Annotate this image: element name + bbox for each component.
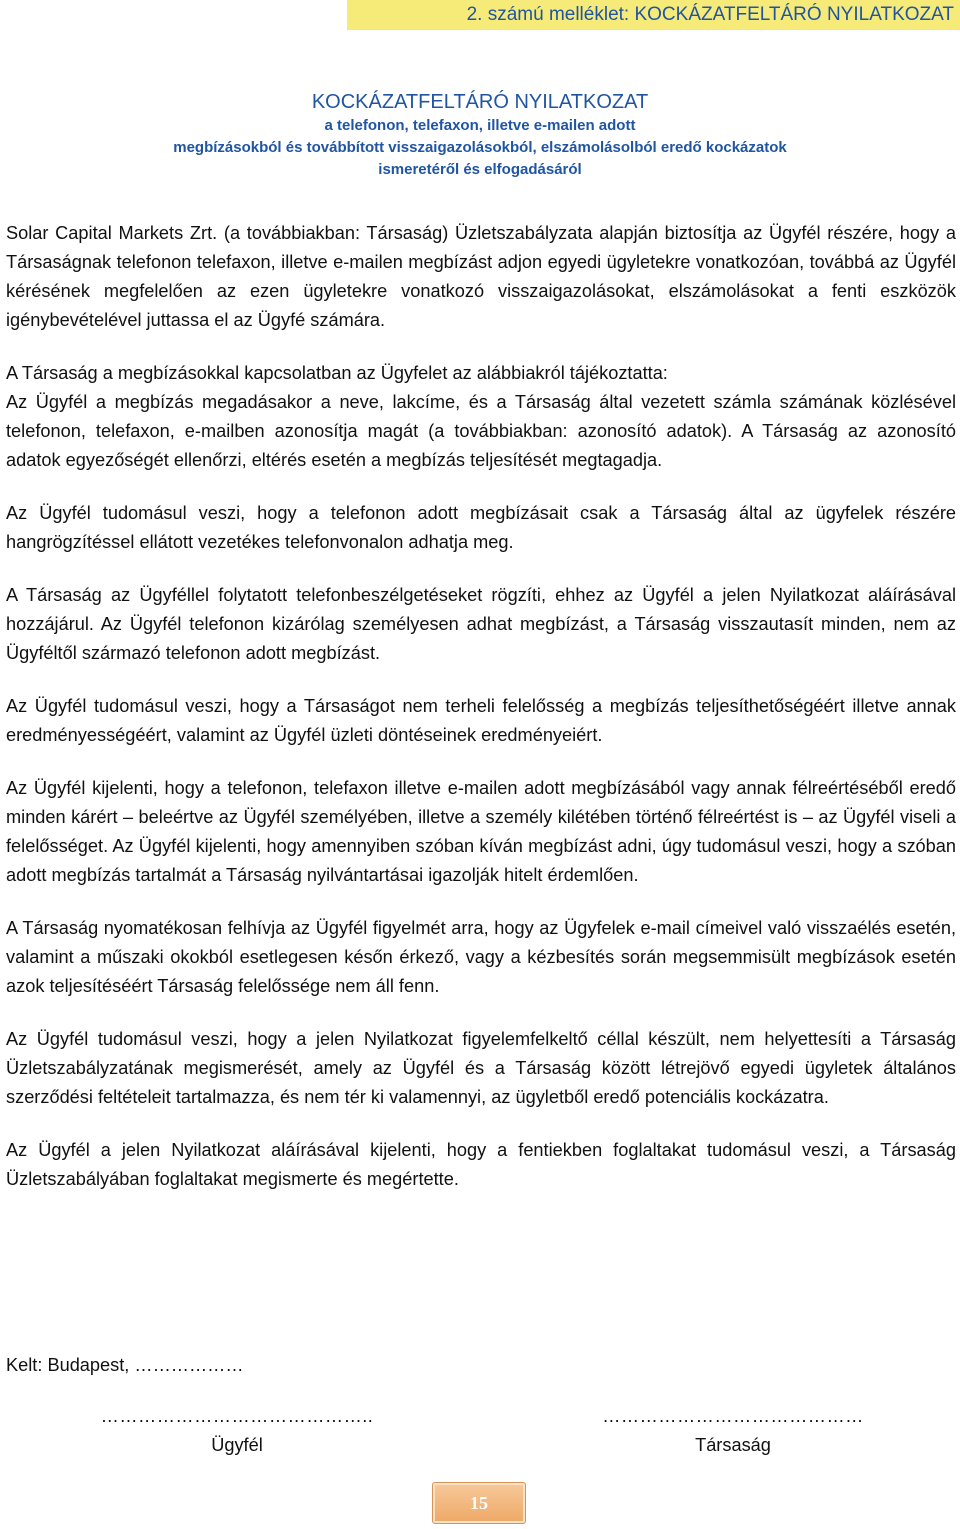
paragraph-identification: Az Ügyfél a megbízás megadásakor a neve, lakcíme, és a Társaság által vezetett számla számának közlésével telefonon, telefaxon, e-mailben azonosítja magát (a továbbiakban: azonosító adatok). A Társaság az azonosító adatok egyezőségét ellenőrzi, eltérés esetén a megbízás teljesítését megtagadja. — [6, 392, 956, 470]
paragraph-acknowledgement: Az Ügyfél a jelen Nyilatkozat aláírásával kijelenti, hogy a fentiekben foglaltakat tudomásul veszi, a Társaság Üzletszabályában foglaltakat megismerte és megértette. — [6, 1140, 956, 1189]
page-number-badge — [432, 1482, 526, 1524]
document-subtitle-line-3: ismeretéről és elfogadásáról — [378, 161, 582, 178]
document-body — [6, 219, 956, 1218]
paragraph-liability: Az Ügyfél tudomásul veszi, hogy a Társaságot nem terheli felelősség a megbízás teljesíthetőségéért illetve annak eredményességéért, valamint az Ügyfél üzleti döntéseinek eredményeiért. — [6, 696, 956, 745]
signature-line-client: …………………………………….. — [100, 1406, 374, 1426]
signature-company — [538, 1402, 928, 1460]
document-subtitle-line-1: a telefonon, telefaxon, illetve e-mailen adott — [324, 117, 636, 134]
document-subtitle-line-2: megbízásokból és továbbított visszaigazolásokból, elszámolásolból eredő kockázatok — [173, 139, 787, 156]
signature-label-client: Ügyfél — [211, 1435, 263, 1455]
paragraph-recording: A Társaság az Ügyféllel folytatott telefonbeszélgetéseket rögzíti, ehhez az Ügyfél a jelen Nyilatkozat aláírásával hozzájárul. Az Ügyfél telefonon kizárólag személyesen adhat megbízást, a Társaság visszautasít minden, nem az Ügyféltől származó telefonon adott megbízást. — [6, 585, 956, 663]
header-title: 2. számú melléklet: KOCKÁZATFELTÁRÓ NYILATKOZAT — [466, 4, 954, 25]
paragraph-info-heading: A Társaság a megbízásokkal kapcsolatban az Ügyfelet az alábbiakról tájékoztatta: — [6, 363, 668, 383]
paragraph-intro: Solar Capital Markets Zrt. (a továbbiakban: Társaság) Üzletszabályzata alapján biztosítja az Ügyfél részére, hogy a Társaságnak telefonon telefaxon, illetve e-mailen megbízást adjon egyedi ügyletekre vonatkozóan, továbbá az Ügyfél kérésének megfelelően az ezen ügyletekre vonatkozó visszaigazolásokat, elszámolásokat a fenti eszközök igénybevételével juttassa el az Ügyfé számára. — [6, 223, 956, 330]
signature-line-company: …………………………………… — [602, 1406, 864, 1426]
paragraph-awareness: Az Ügyfél tudomásul veszi, hogy a jelen Nyilatkozat figyelemfelkeltő céllal készült, nem helyettesíti a Társaság Üzletszabályzatának megismerését, amely az Ügyfél és a Társaság között létrejövő egyedi ügyletek általános szerződési feltételeit tartalmazza, és nem tér ki valamennyi, az ügyletből eredő potenciális kockázatra. — [6, 1029, 956, 1107]
paragraph-phone-orders: Az Ügyfél tudomásul veszi, hogy a telefonon adott megbízásait csak a Társaság által az ügyfelek részére hangrögzítéssel ellátott vezetékes telefonvonalon adhatja meg. — [6, 503, 956, 552]
document-title-block — [0, 89, 960, 181]
paragraph-email-abuse: A Társaság nyomatékosan felhívja az Ügyfél figyelmét arra, hogy az Ügyfelek e-mail címeivel való visszaélés esetén, valamint a műszaki okokból esetlegesen későn érkező, vagy a kézbesítés során megsemmisült megbízások esetén azok teljesítéséért Társaság felelőssége nem áll fenn. — [6, 918, 956, 996]
date-place-line: Kelt: Budapest, ……………… — [6, 1355, 244, 1375]
page-number: 15 — [470, 1492, 488, 1513]
document-title: KOCKÁZATFELTÁRÓ NYILATKOZAT — [311, 91, 649, 113]
signature-client — [52, 1402, 422, 1460]
signature-label-company: Társaság — [695, 1435, 771, 1455]
header-banner — [347, 0, 960, 30]
paragraph-misunderstanding: Az Ügyfél kijelenti, hogy a telefonon, telefaxon illetve e-mailen adott megbízásából vagy annak félreértéséből eredő minden kárért – beleértve az Ügyfél személyében, illetve a személy kilétében történő félreértést is – az Ügyfél viseli a felelősséget. Az Ügyfél kijelenti, hogy amennyiben szóban kíván megbízást adni, úgy tudomásul veszi, hogy a szóban adott megbízás tartalmát a Társaság nyilvántartásai igazolják hitelt érdemlően. — [6, 778, 956, 885]
